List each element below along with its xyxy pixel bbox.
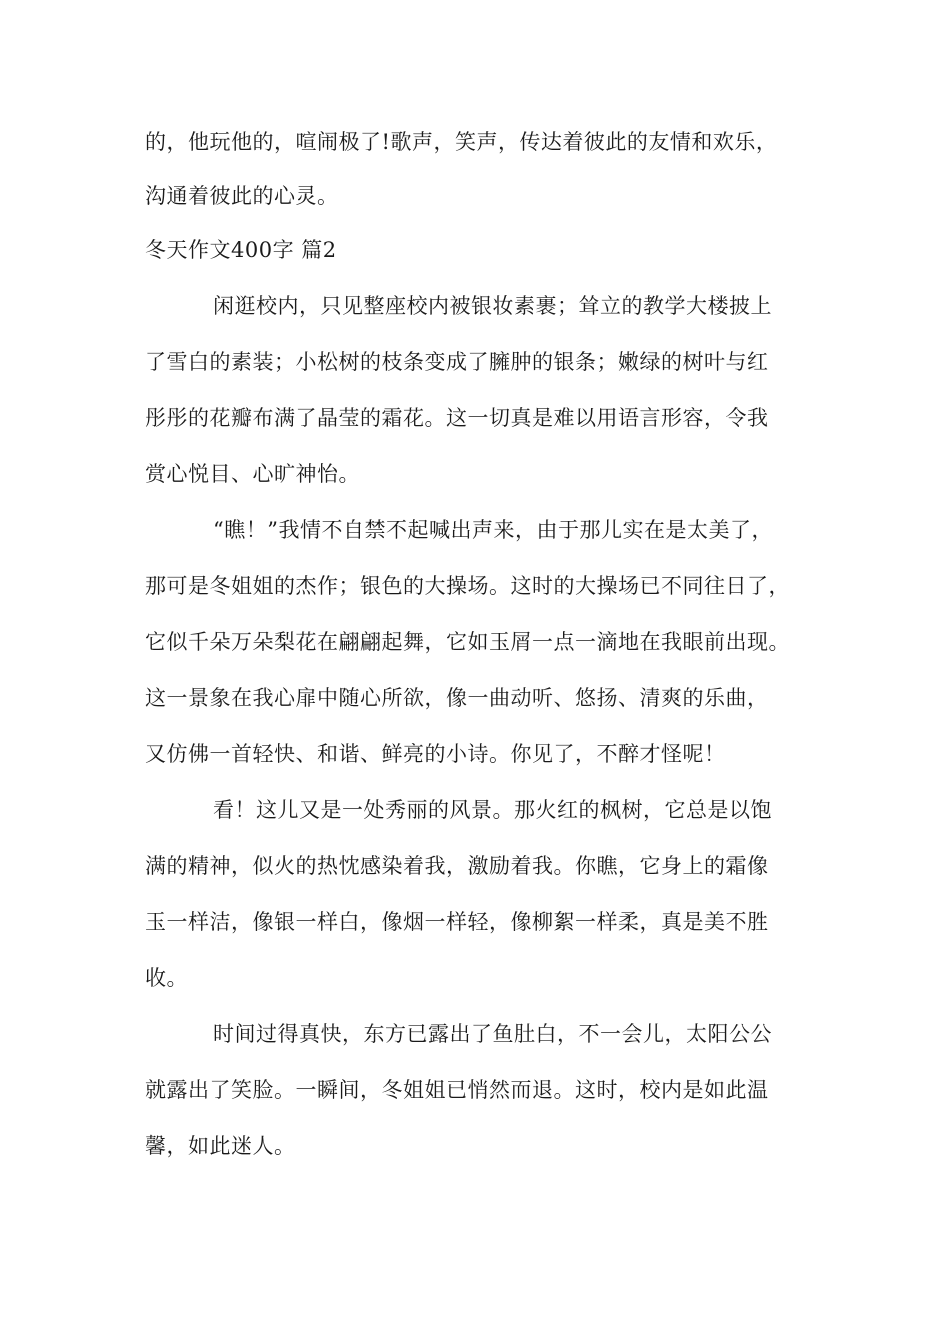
paragraph-first-line: 时间过得真快，东方已露出了鱼肚白，不一会儿，太阳公公 [213, 1022, 772, 1046]
text-line: 它似千朵万朵梨花在翩翩起舞，它如玉屑一点一滴地在我眼前出现。 [145, 630, 790, 654]
paragraph-first-line: “瞧！”我情不自禁不起喊出声来，由于那儿实在是太美了， [213, 518, 773, 542]
text-line: 馨，如此迷人。 [145, 1134, 296, 1158]
document-page [145, 128, 825, 1160]
text-line: 这一景象在我心扉中随心所欲，像一曲动听、悠扬、清爽的乐曲， [145, 686, 769, 710]
text-line: 收。 [145, 966, 188, 990]
text-line: 赏心悦目、心旷神怡。 [145, 462, 360, 486]
section-heading: 冬天作文400字 篇2 [145, 238, 337, 262]
text-line: 了雪白的素装；小松树的枝条变成了臃肿的银条；嫩绿的树叶与红 [145, 350, 769, 374]
text-line: 沟通着彼此的心灵。 [145, 184, 339, 208]
text-line: 那可是冬姐姐的杰作；银色的大操场。这时的大操场已不同往日了， [145, 574, 790, 598]
text-line: 满的精神，似火的热忱感染着我，激励着我。你瞧，它身上的霜像 [145, 854, 769, 878]
text-line: 彤彤的花瓣布满了晶莹的霜花。这一切真是难以用语言形容，令我 [145, 406, 769, 430]
paragraph-first-line: 闲逛校内，只见整座校内被银妆素裹；耸立的教学大楼披上 [213, 294, 772, 318]
text-line: 就露出了笑脸。一瞬间，冬姐姐已悄然而退。这时，校内是如此温 [145, 1078, 769, 1102]
paragraph-first-line: 看！这儿又是一处秀丽的风景。那火红的枫树，它总是以饱 [213, 798, 772, 822]
text-line: 玉一样洁，像银一样白，像烟一样轻，像柳絮一样柔，真是美不胜 [145, 910, 769, 934]
text-line: 又仿佛一首轻快、和谐、鲜亮的小诗。你见了，不醉才怪呢！ [145, 742, 726, 766]
text-line: 的，他玩他的，喧闹极了!歌声，笑声，传达着彼此的友情和欢乐， [145, 130, 778, 154]
